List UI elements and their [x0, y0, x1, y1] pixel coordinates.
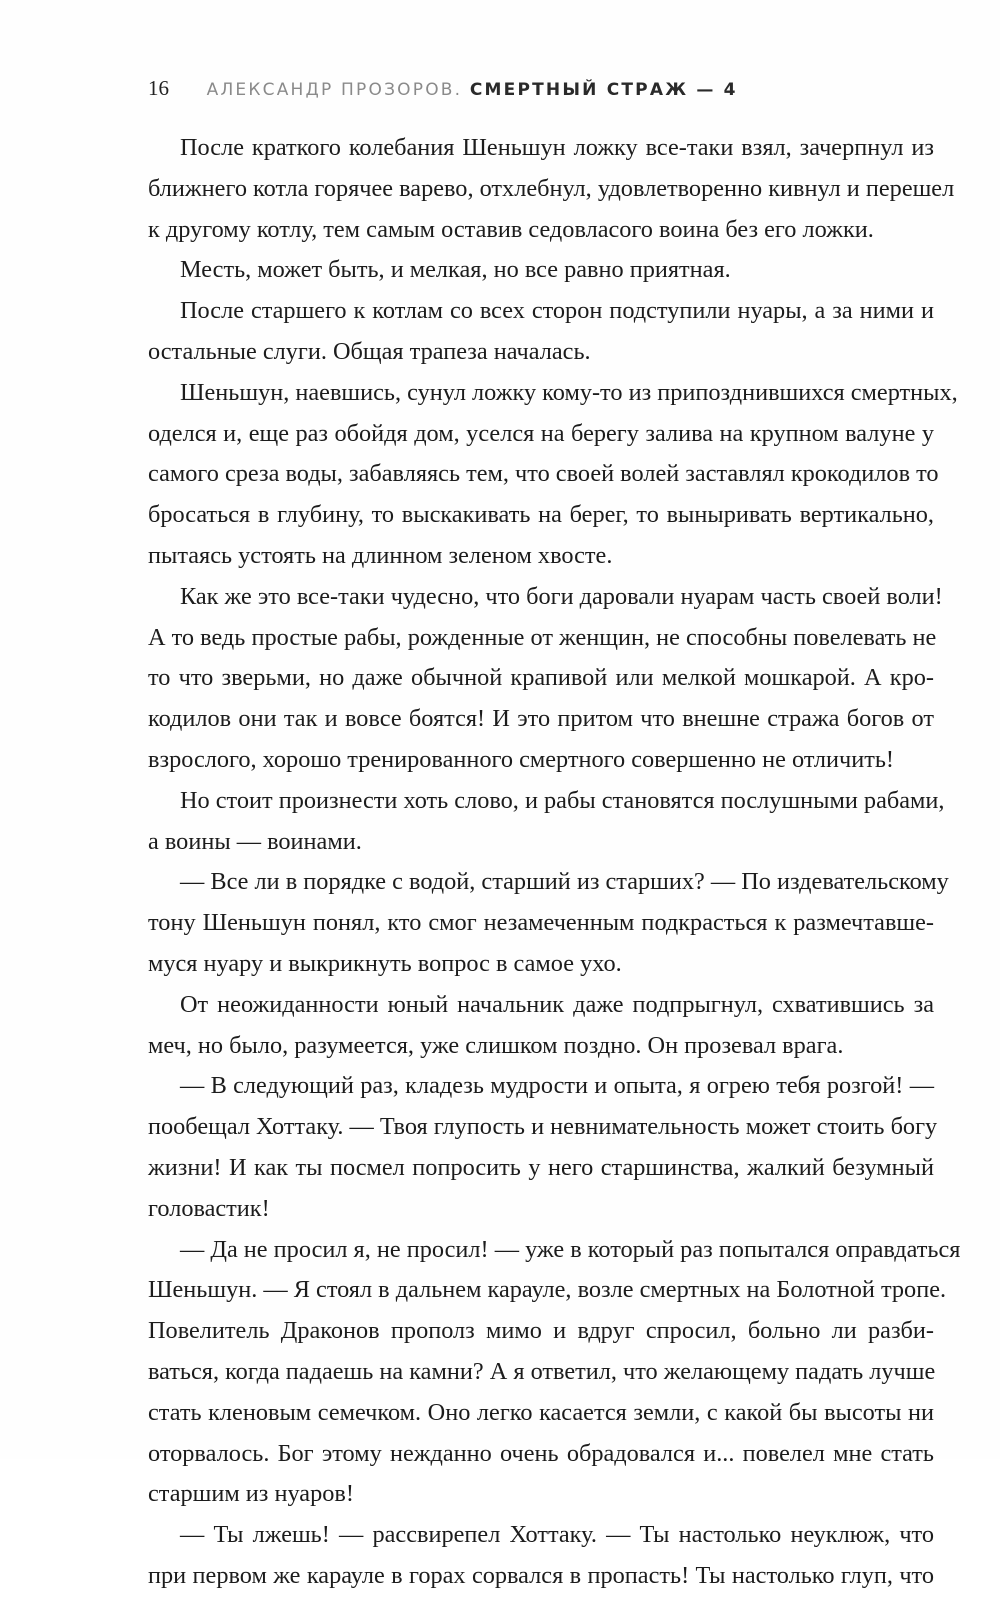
page-number: 16 [148, 76, 169, 100]
text-line: кодилов они так и вовсе боятся! И это притом что внешне стража богов от [148, 705, 934, 733]
text-line: головастик! [148, 1194, 270, 1222]
text-line: то что зверьми, но даже обычной крапивой или мелкой мошкарой. А кро- [148, 664, 934, 692]
text-line: Но стоит произнести хоть слово, и рабы становятся послушными рабами, [180, 786, 945, 814]
text-line: бросаться в глубину, то выскакивать на берег, то выныривать вертикально, [148, 501, 934, 529]
text-line: оделся и, еще раз обойдя дом, уселся на берегу залива на крупном валуне у [148, 419, 934, 447]
text-line: меч, но было, разумеется, уже слишком поздно. Он прозевал врага. [148, 1031, 844, 1059]
paragraph [148, 128, 955, 250]
text-line: ваться, когда падаешь на камни? А я ответил, что желающему падать лучше [148, 1357, 936, 1385]
text-line: жизни! И как ты посмел попросить у него старшинства, жалкий безумный [148, 1153, 934, 1181]
text-line: тону Шеньшун понял, кто смог незамеченным подкрасться к размечтавше- [148, 909, 934, 937]
text-line: — Да не просил я, не просил! — уже в который раз попытался оправдаться [180, 1235, 961, 1263]
paragraph [148, 781, 945, 863]
text-line: к другому котлу, тем самым оставив седовласого воина без его ложки. [148, 215, 874, 243]
running-head-author: АЛЕКСАНДР ПРОЗОРОВ. [206, 80, 463, 100]
paragraph [148, 1066, 938, 1229]
text-line: Как же это все-таки чудесно, что боги даровали нуарам часть своей воли! [180, 582, 943, 610]
paragraph [148, 862, 949, 984]
text-line: старшим из нуаров! [148, 1480, 354, 1508]
text-line: Месть, может быть, и мелкая, но все равно приятная. [180, 256, 731, 284]
paragraph [148, 373, 958, 577]
text-line: — В следующий раз, кладезь мудрости и опыта, я огрею тебя розгой! — [180, 1072, 934, 1100]
text-line: остальные слуги. Общая трапеза началась. [148, 337, 591, 365]
text-line: а воины — воинами. [148, 827, 362, 855]
body-text [148, 128, 961, 1597]
text-line: — Все ли в порядке с водой, старший из старших? — По издевательскому [180, 868, 949, 896]
text-line: взрослого, хорошо тренированного смертного совершенно не отличить! [148, 745, 894, 773]
text-line: Шеньшун. — Я стоял в дальнем карауле, возле смертных на Болотной тропе. [148, 1276, 947, 1304]
text-line: пообещал Хоттаку. — Твоя глупость и невнимательность может стоить богу [148, 1113, 938, 1141]
paragraph [148, 1230, 961, 1516]
paragraph [148, 985, 934, 1067]
text-line: А то ведь простые рабы, рожденные от женщин, не способны повелевать не [148, 623, 937, 651]
text-line: стать кленовым семечком. Оно легко касается земли, с какой бы высоты ни [148, 1398, 934, 1426]
text-line: при первом же карауле в горах сорвался в пропасть! Ты настолько глуп, что [148, 1561, 934, 1589]
paragraph [148, 577, 943, 781]
text-line: Повелитель Драконов прополз мимо и вдруг спросил, больно ли разби- [148, 1317, 934, 1345]
text-line: После старшего к котлам со всех сторон подступили нуары, а за ними и [180, 297, 934, 325]
text-line: самого среза воды, забавляясь тем, что своей волей заставлял крокодилов то [148, 460, 939, 488]
text-line: оторвалось. Бог этому нежданно очень обрадовался и... повелел мне стать [148, 1439, 934, 1467]
running-head [148, 73, 948, 103]
text-line: После краткого колебания Шеньшун ложку все-таки взял, зачерпнул из [180, 134, 934, 161]
text-line: Шеньшун, наевшись, сунул ложку кому-то из припозднившихся смертных, [180, 378, 958, 406]
text-line: От неожиданности юный начальник даже подпрыгнул, схватившись за [180, 990, 934, 1018]
text-line: пытаясь устоять на длинном зеленом хвосте. [148, 541, 613, 569]
text-line: ближнего котла горячее варево, отхлебнул, удовлетворенно кивнул и перешел [148, 174, 955, 202]
paragraph [148, 291, 934, 373]
paragraph [148, 1515, 934, 1597]
running-head-title: СМЕРТНЫЙ СТРАЖ — 4 [469, 80, 738, 100]
text-line: — Ты лжешь! — рассвирепел Хоттаку. — Ты настолько неуклюж, что [180, 1521, 934, 1549]
paragraph [148, 250, 934, 291]
text-line: муся нуару и выкрикнуть вопрос в самое ухо. [148, 949, 622, 977]
